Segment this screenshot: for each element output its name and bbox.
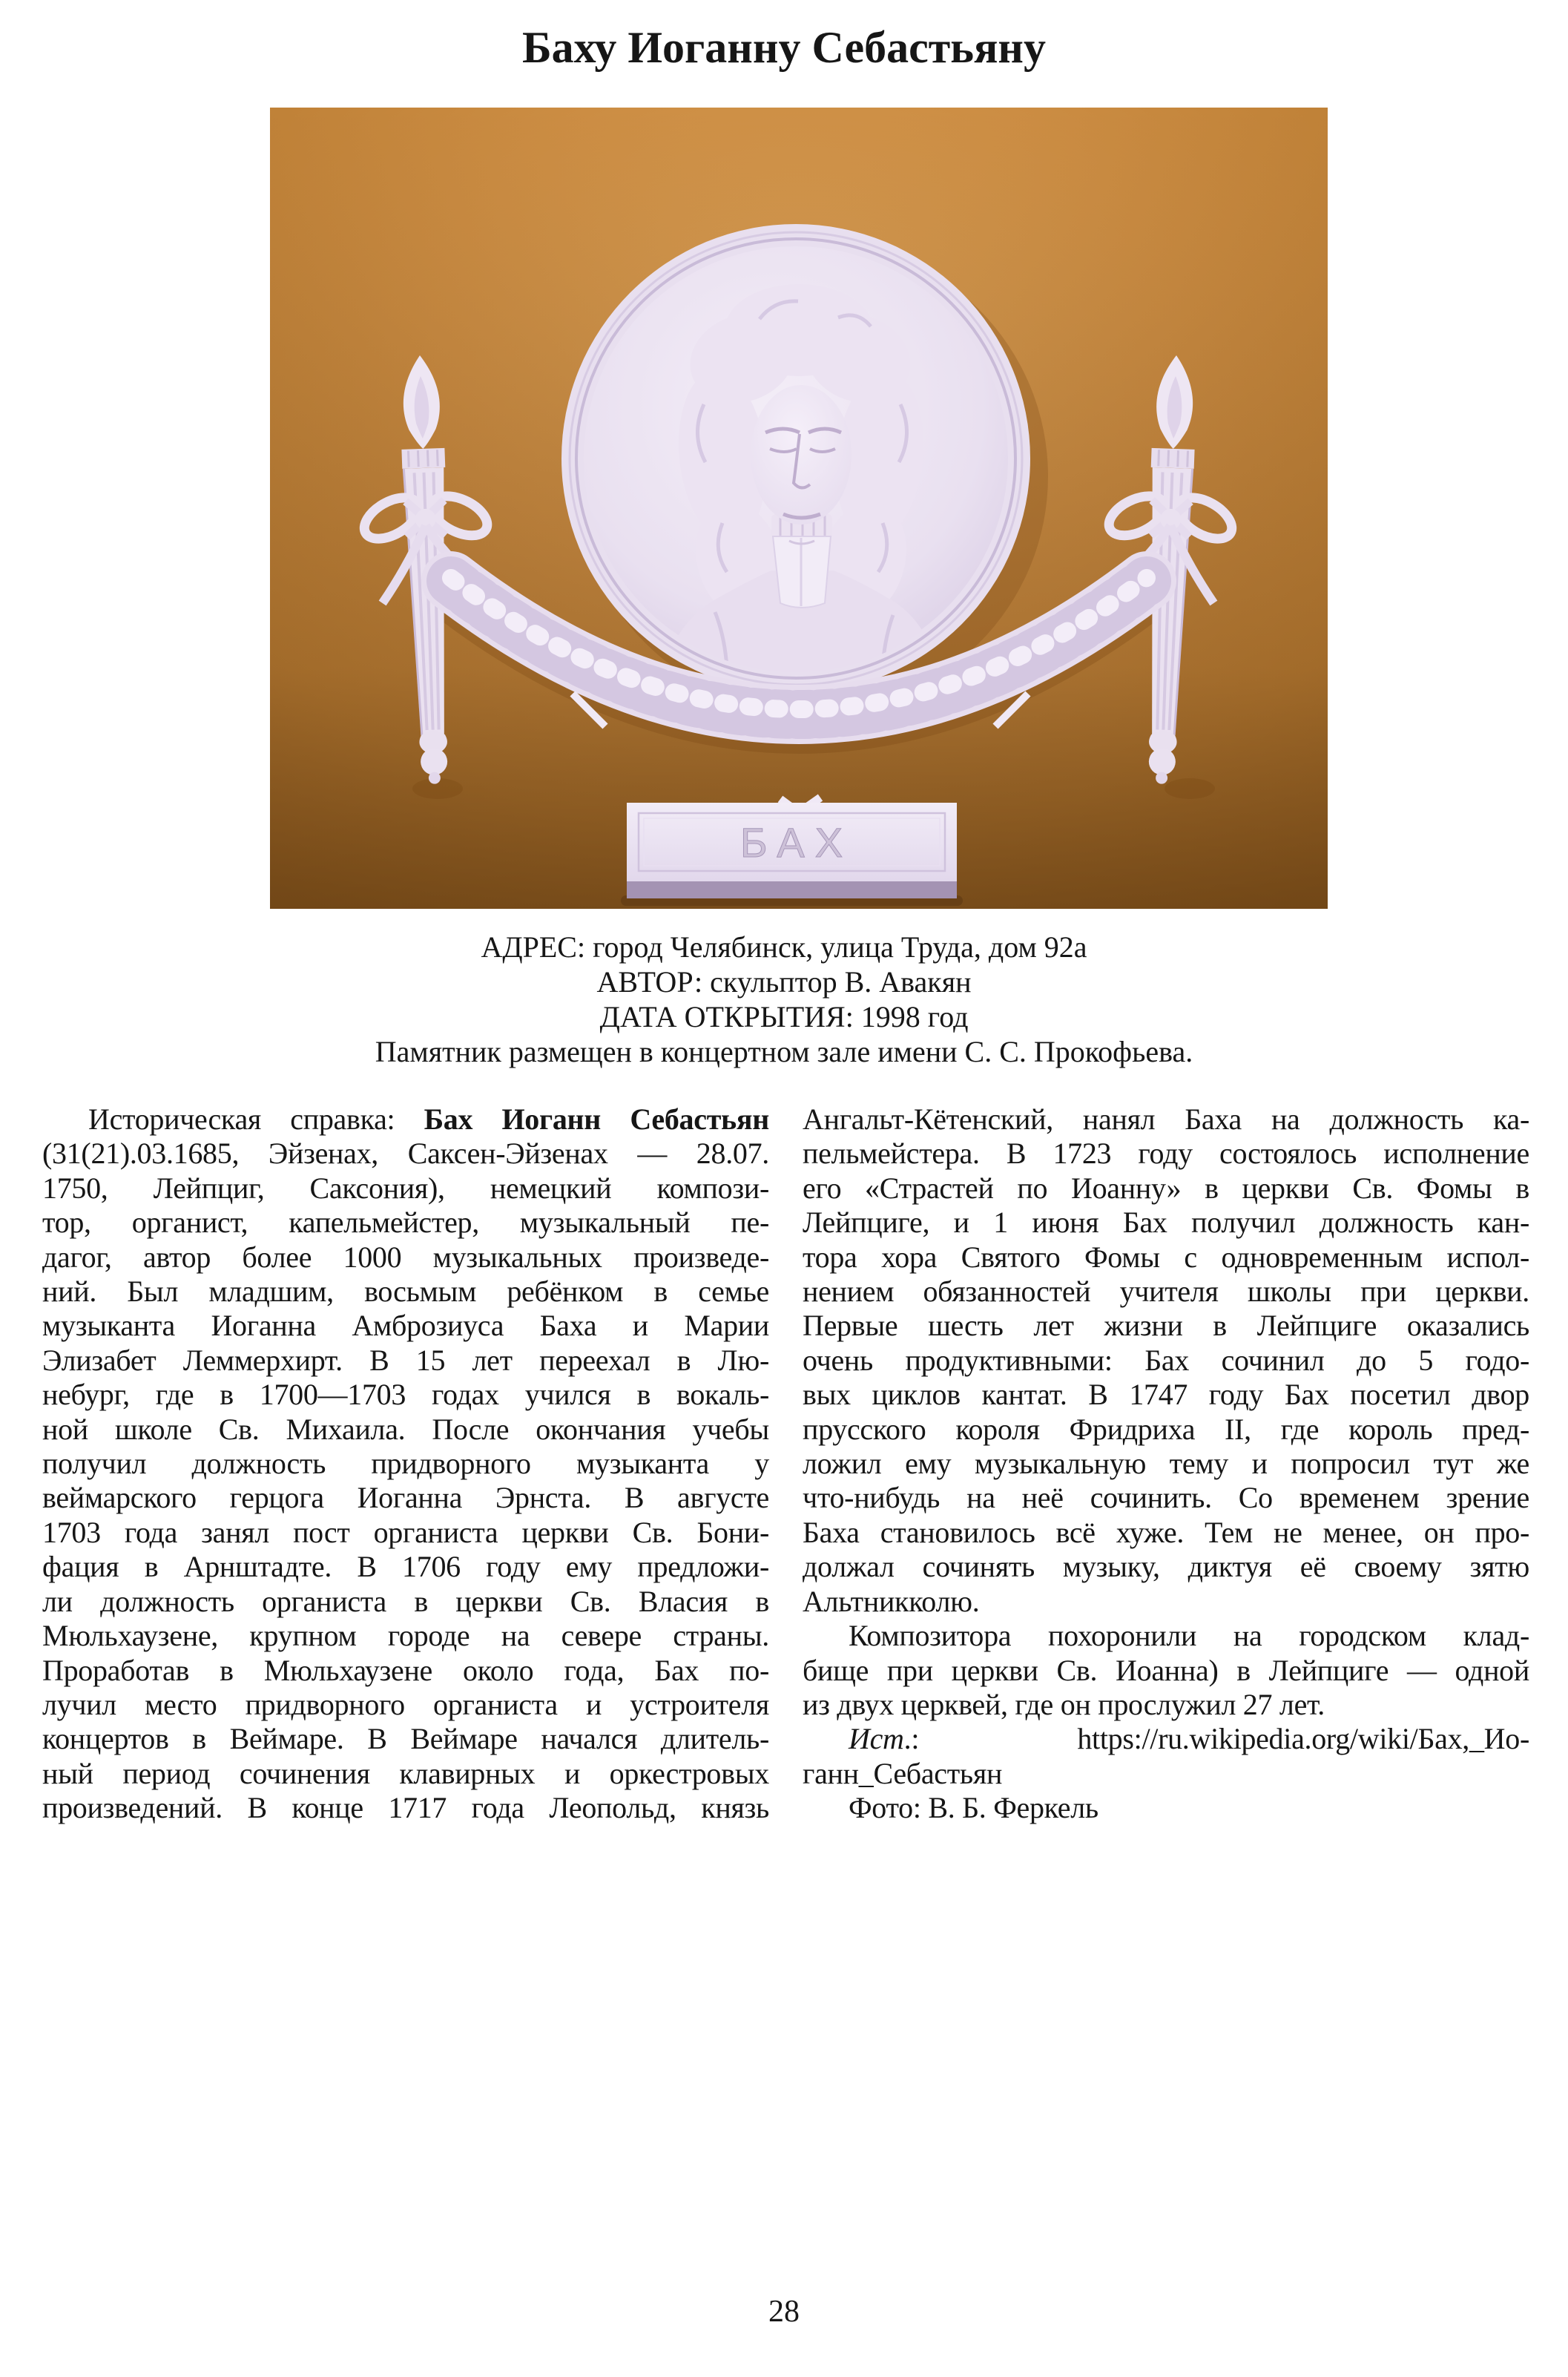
caption-line: Памятник размещен в концертном зале имени С. С. Прокофьева. <box>375 1035 1193 1068</box>
text-line: ний. Был младшим, восьмым ребёнком в семье <box>42 1275 769 1309</box>
text-line: Лейпциге, и 1 июня Бах получил должность кан- <box>803 1206 1529 1240</box>
text-line: что-нибудь на неё сочинить. Со временем зрение <box>803 1481 1529 1515</box>
text-line: ганн_Себастьян <box>803 1756 1003 1790</box>
text-line: ный период сочинения клавирных и оркестровых <box>42 1756 769 1790</box>
text-line: Элизабет Леммерхирт. В 15 лет переехал в Лю- <box>42 1343 769 1377</box>
name-plaque <box>621 803 963 906</box>
page-title: Баху Иоганну Себастьяну <box>522 23 1046 72</box>
text-line: пельмейстера. В 1723 году состоялось исполнение <box>803 1137 1529 1171</box>
text-line: небург, где в 1700—1703 годах учился в вокаль- <box>42 1378 769 1412</box>
text-line: дагог, автор более 1000 музыкальных произведе- <box>42 1240 769 1274</box>
article-right-column <box>803 1102 1529 1826</box>
page-number: 28 <box>768 2295 800 2329</box>
text-line: Баха становилось всё хуже. Тем не менее, он про- <box>803 1515 1529 1549</box>
text-line: из двух церквей, где он прослужил 27 лет. <box>803 1687 1325 1721</box>
text-line: ложил ему музыкальную тему и попросил тут же <box>803 1447 1529 1481</box>
text-line: Ист.: https://ru.wikipedia.org/wiki/Бах,_Ио- <box>849 1722 1529 1756</box>
text-line: Композитора похоронили на городском клад- <box>849 1619 1529 1653</box>
text-line: Мюльхаузене, крупном городе на севере страны. <box>42 1619 769 1653</box>
monument-photo <box>270 108 1328 909</box>
text-line: нением обязанностей учителя школы при церкви. <box>803 1275 1529 1309</box>
text-line: Альтникколю. <box>803 1584 980 1618</box>
text-line: Фото: В. Б. Феркель <box>849 1791 1098 1825</box>
text-line: музыканта Иоганна Амброзиуса Баха и Марии <box>42 1309 769 1343</box>
text-line: фация в Арнштадте. В 1706 году ему предложи- <box>42 1550 769 1584</box>
text-line: вых циклов кантат. В 1747 году Бах посетил двор <box>803 1378 1529 1412</box>
caption-line: ДАТА ОТКРЫТИЯ: 1998 год <box>599 1000 969 1033</box>
text-line: Историческая справка: Бах Иоганн Себастьян <box>88 1102 769 1136</box>
text-line: Проработав в Мюльхаузене около года, Бах по- <box>42 1653 769 1687</box>
text-line: 1750, Лейпциг, Саксония), немецкий компози- <box>42 1171 769 1205</box>
plaque-text: БАХ <box>739 819 854 866</box>
text-line: лучил место придворного органиста и устроителя <box>42 1687 769 1721</box>
text-line: бище при церкви Св. Иоанна) в Лейпциге — одной <box>803 1653 1529 1687</box>
text-line: очень продуктивными: Бах сочинил до 5 годо- <box>803 1343 1529 1377</box>
text-line: получил должность придворного музыканта у <box>42 1447 769 1481</box>
text-line: Ангальт-Кётенский, нанял Баха на должность ка- <box>803 1102 1529 1136</box>
monument-photo-art <box>270 108 1328 909</box>
photo-caption <box>0 930 1568 1069</box>
text-line: тор, органист, капельмейстер, музыкальный пе- <box>42 1206 769 1240</box>
text-line: прусского короля Фридриха II, где король пред- <box>803 1412 1529 1446</box>
text-line: произведений. В конце 1717 года Леопольд, князь <box>42 1791 769 1825</box>
text-line: должал сочинять музыку, диктуя её своему зятю <box>803 1550 1529 1584</box>
caption-line: АВТОР: скульптор В. Авакян <box>596 965 972 999</box>
text-line: 1703 года занял пост органиста церкви Св. Бони- <box>42 1515 769 1549</box>
text-line: тора хора Святого Фомы с одновременным испол- <box>803 1240 1529 1274</box>
text-line: ли должность органиста в церкви Св. Власия в <box>42 1584 769 1618</box>
article-left-column <box>42 1102 769 1826</box>
text-line: Первые шесть лет жизни в Лейпциге оказались <box>803 1309 1529 1343</box>
caption-line: АДРЕС: город Челябинск, улица Труда, дом 92а <box>481 930 1087 964</box>
text-line: его «Страстей по Иоанну» в церкви Св. Фомы в <box>803 1171 1529 1205</box>
text-line: (31(21).03.1685, Эйзенах, Саксен-Эйзенах — 28.07. <box>42 1137 769 1171</box>
text-line: концертов в Веймаре. В Веймаре начался длитель- <box>42 1722 769 1756</box>
text-line: веймарского герцога Иоганна Эрнста. В августе <box>42 1481 769 1515</box>
text-line: ной школе Св. Михаила. После окончания учебы <box>42 1412 769 1446</box>
